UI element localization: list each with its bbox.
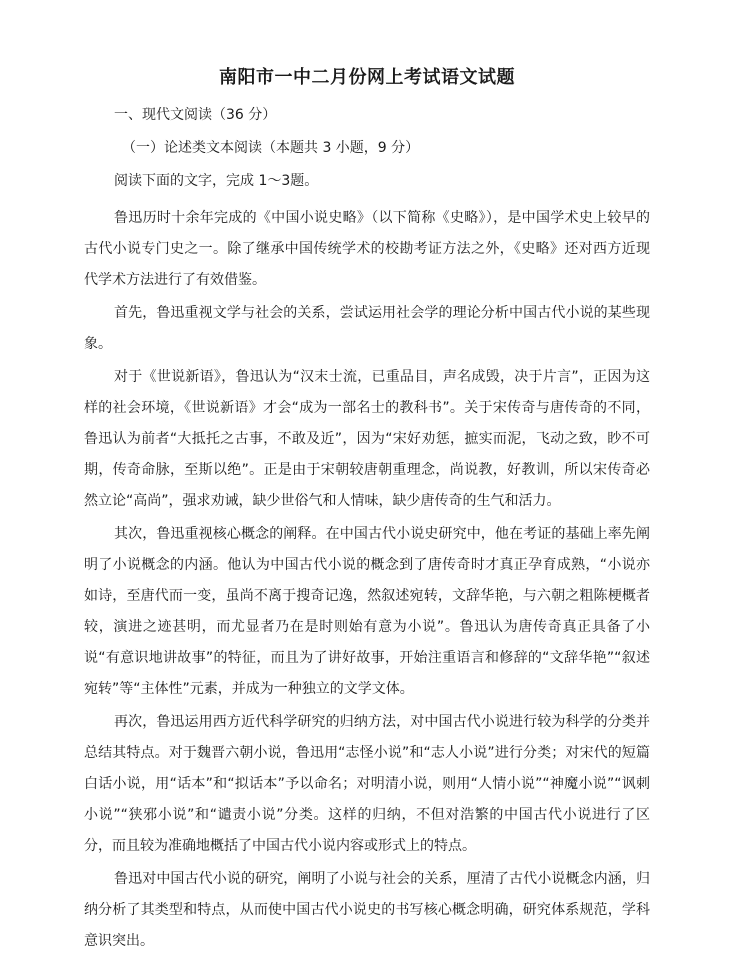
- paragraph-second-point: 其次，鲁迅重视核心概念的阐释。在中国古代小说史研究中，他在考证的基础上率先阐明了小说概念的内涵。他认为中国古代小说的概念到了唐传奇时才真正孕育成熟，“小说亦如诗，至唐代而一变，虽尚不离于搜奇记逸，然叙述宛转，文辞华艳，与六朝之粗陈梗概者较，演进之迹甚明，而尤显者乃在是时则始有意为小说”。鲁迅认为唐传奇真正具备了小说“有意识地讲故事”的特征，而且为了讲好故事，开始注重语言和修辞的“文辞华艳”“叙述宛转”等“主体性”元素，并成为一种独立的文学文体。: [84, 526, 650, 697]
- paragraph-shishuo-example: 对于《世说新语》，鲁迅认为“汉末士流，已重品目，声名成毁，决于片言”，正因为这样的社会环境，《世说新语》才会“成为一部名士的教科书”。关于宋传奇与唐传奇的不同，鲁迅认为前者“大抵托之古事，不敢及近”，因为“宋好劝惩，摭实而泥，飞动之致，眇不可期，传奇命脉，至斯以绝”。正是由于宋朝较唐朝重理念，尚说教，好教训，所以宋传奇必然立论“高尚”，强求劝诫，缺少世俗气和人情味，缺少唐传奇的生气和活力。: [84, 369, 650, 509]
- document-title: 南阳市一中二月份网上考试语文试题: [219, 67, 515, 88]
- paragraph-conclusion: 鲁迅对中国古代小说的研究，阐明了小说与社会的关系，厘清了古代小说概念内涵，归纳分析了其类型和特点，从而使中国古代小说史的书写核心概念明确，研究体系规范，学科意识突出。: [84, 871, 650, 949]
- paragraph-intro: 鲁迅历时十余年完成的《中国小说史略》（以下简称《史略》），是中国学术史上较早的古代小说专门史之一。除了继承中国传统学术的校勘考证方法之外，《史略》还对西方近现代学术方法进行了有效借鉴。: [84, 210, 650, 288]
- reading-instruction: 阅读下面的文字，完成 1～3题。: [114, 173, 319, 189]
- paragraph-first-point: 首先，鲁迅重视文学与社会的关系，尝试运用社会学的理论分析中国古代小说的某些现象。: [84, 305, 650, 352]
- paragraph-third-point: 再次，鲁迅运用西方近代科学研究的归纳方法，对中国古代小说进行较为科学的分类并总结其特点。对于魏晋六朝小说，鲁迅用“志怪小说”和“志人小说”进行分类；对宋代的短篇白话小说，用“话本”和“拟话本”予以命名；对明清小说，则用“人情小说”“神魔小说”“讽刺小说”“狭邪小说”和“谴责小说”分类。这样的归纳，不但对浩繁的中国古代小说进行了区分，而且较为准确地概括了中国古代小说内容或形式上的特点。: [84, 714, 650, 854]
- subsection-heading: （一）论述类文本阅读（本题共 3 小题，9 分）: [122, 140, 420, 156]
- document-page: [84, 64, 650, 959]
- section-heading: 一、现代文阅读（36 分）: [114, 107, 277, 123]
